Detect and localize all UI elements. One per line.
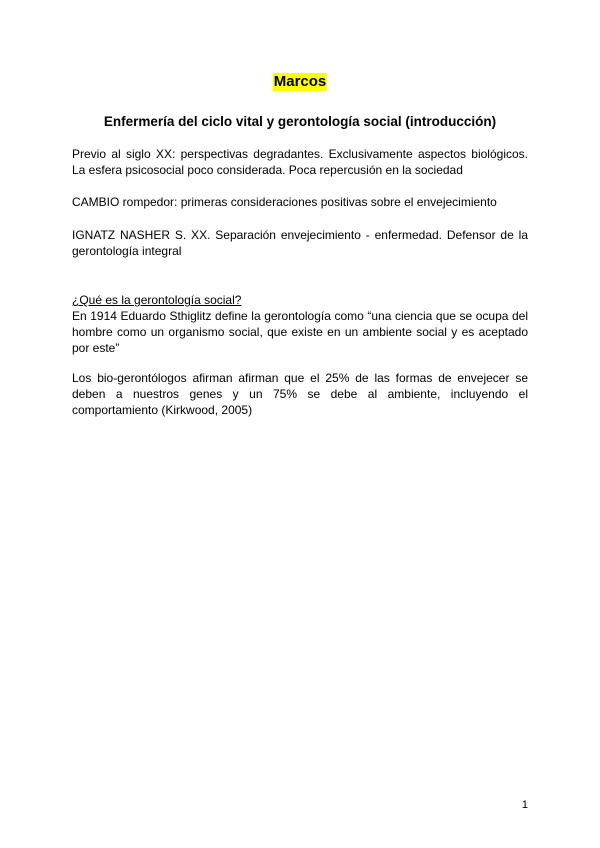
section-social-gerontology [72,292,528,356]
paragraph-bio-gerontologists: Los bio-gerontólogos afirman afirman que el 25% de las formas de envejecer se deben a nuestros genes y un 75% se debe al ambiente, incluyendo el comportamiento (Kirkwood, 2005) [72,371,528,417]
author-name-container [0,73,600,91]
paragraph-pre-20th-century: Previo al siglo XX: perspectivas degradantes. Exclusivamente aspectos biológicos. La esfera psicosocial poco considerada. Poca repercusión en la sociedad [72,147,528,177]
paragraph-change: CAMBIO rompedor: primeras consideraciones positivas sobre el envejecimiento [72,195,497,209]
page-number: 1 [521,799,528,811]
paragraph-ignatz-nasher: IGNATZ NASHER S. XX. Separación envejecimiento - enfermedad. Defensor de la gerontología integral [72,228,528,258]
section-heading: ¿Qué es la gerontología social? [72,293,242,307]
document-title: Enfermería del ciclo vital y gerontología social (introducción) [103,114,497,129]
author-name-highlighted: Marcos [273,73,327,90]
section-body: En 1914 Eduardo Sthiglitz define la gerontología como “una ciencia que se ocupa del hombre como un organismo social, que existe en un ambiente social y es aceptado por este” [72,309,528,355]
